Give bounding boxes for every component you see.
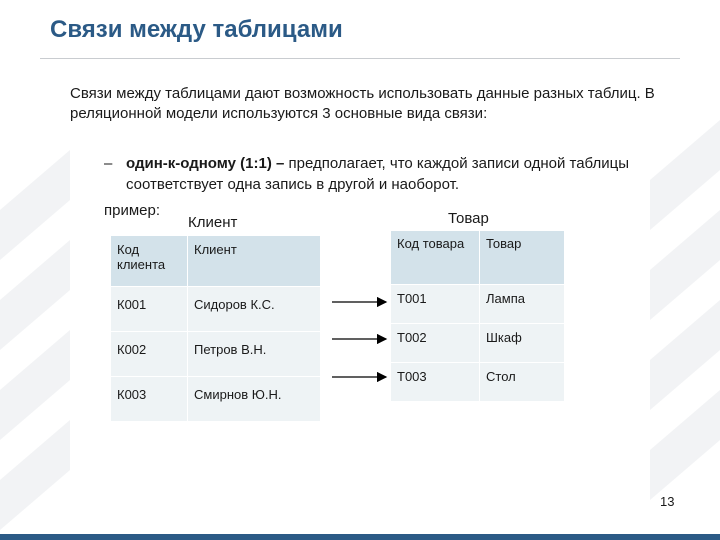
table-cell: Сидоров К.С. (188, 287, 321, 332)
table-cell: Стол (480, 363, 565, 402)
slide-title: Связи между таблицами (50, 16, 343, 43)
bullet-description: предполагает, что каждой записи одной таблицы соответствует одна запись в другой и наоборот. (126, 155, 629, 193)
intro-paragraph: Связи между таблицами дают возможность использовать данные разных таблиц. В реляционной модели используются 3 основные вида связи: (70, 85, 655, 122)
table-cell: Лампа (480, 285, 565, 324)
page-number: 13 (660, 494, 675, 509)
header-cell: Код товара (391, 231, 480, 285)
header-cell: Клиент (188, 236, 321, 287)
header-cell: Товар (480, 231, 565, 285)
table-cell: Смирнов Ю.Н. (188, 377, 321, 422)
table-cell: К003 (111, 377, 188, 422)
bullet-dash: – (104, 155, 113, 172)
table-cell: К002 (111, 332, 188, 377)
example-label: пример: (104, 202, 161, 219)
table-cell: Т001 (391, 285, 480, 324)
bullet-term: один-к-одному (1:1) – (126, 155, 285, 172)
table-cell: К001 (111, 287, 188, 332)
table-cell: Т002 (391, 324, 480, 363)
header-cell: Код клиента (111, 236, 188, 287)
goods-table-caption: Товар (448, 210, 489, 227)
table-cell: Т003 (391, 363, 480, 402)
table-cell: Петров В.Н. (188, 332, 321, 377)
table-cell: Шкаф (480, 324, 565, 363)
client-table-caption: Клиент (188, 214, 238, 231)
